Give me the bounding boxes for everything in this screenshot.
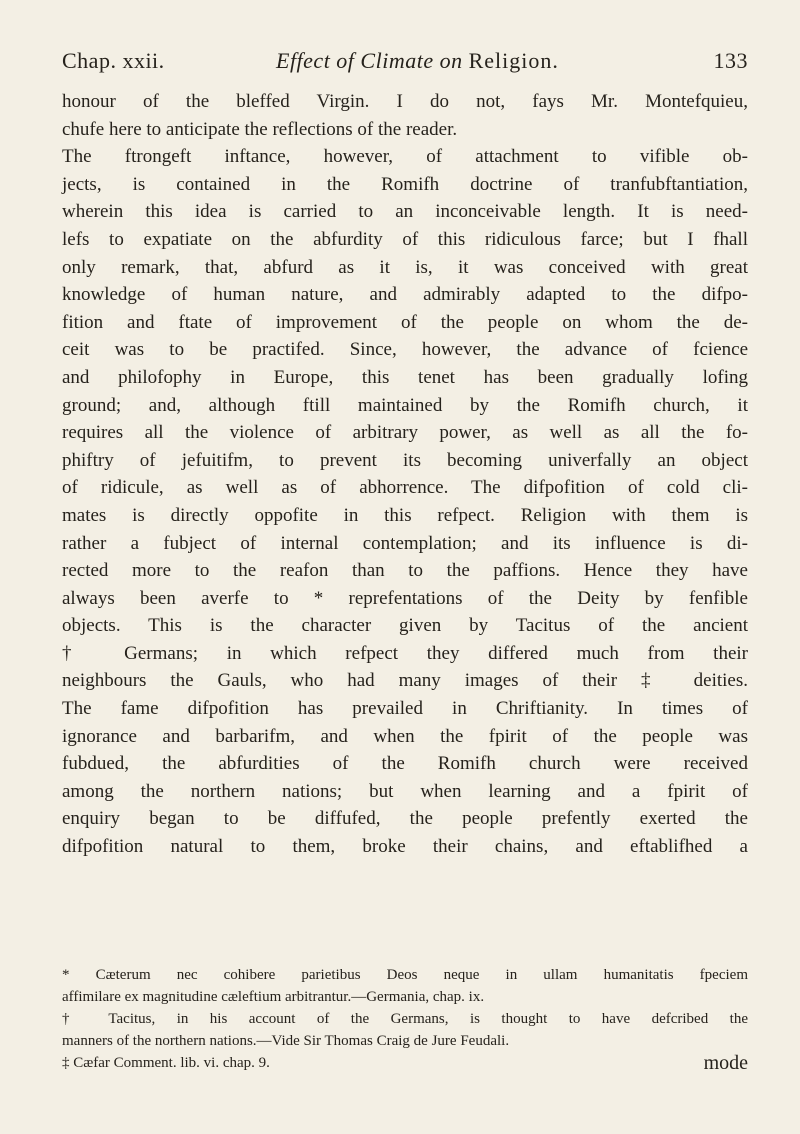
- body-line: difpofition natural to them, broke their chains, and eftablifhed a: [62, 836, 748, 858]
- body-line: mates is directly oppofite in this refpect. Religion with them is: [62, 504, 748, 526]
- body-line: fubdued, the abfurdities of the Romifh church were received: [62, 753, 748, 775]
- body-line: chufe here to anticipate the reflections of the reader.: [62, 118, 458, 140]
- body-line: ground; and, although ftill maintained by the Romifh church, it: [62, 394, 748, 416]
- body-line: phiftry of jefuitifm, to prevent its becoming univerfally an object: [62, 449, 748, 471]
- body-line: lefs to expatiate on the abfurdity of this ridiculous farce; but I fhall: [62, 228, 748, 250]
- body-line: neighbours the Gauls, who had many images of their ‡ deities.: [62, 670, 748, 692]
- body-line: requires all the violence of arbitrary power, as well as all the fo-: [62, 422, 748, 444]
- footnote-line: manners of the northern nations.—Vide Sir Thomas Craig de Jure Feudali.: [62, 1033, 510, 1049]
- footnote-line: ‡ Cæfar Comment. lib. vi. chap. 9.: [62, 1055, 270, 1071]
- body-line: wherein this idea is carried to an inconceivable length. It is need-: [62, 201, 748, 223]
- running-header: [62, 48, 748, 82]
- body-line: honour of the bleffed Virgin. I do not, fays Mr. Montefquieu,: [62, 91, 748, 112]
- catchword: mode: [703, 1052, 748, 1074]
- footnotes: [62, 964, 748, 1074]
- body-line: enquiry began to be diffufed, the people prefently exerted the: [62, 808, 748, 830]
- body-line: of ridicule, as well as of abhorrence. The difpofition of cold cli-: [62, 477, 748, 499]
- body-line: ignorance and barbarifm, and when the fpirit of the people was: [62, 725, 748, 747]
- body-line: knowledge of human nature, and admirably adapted to the difpo-: [62, 284, 748, 306]
- chapter-label: Chap. xxii.: [62, 48, 165, 73]
- body-line: rected more to the reafon than to the paffions. Hence they have: [62, 560, 748, 582]
- body-line: rather a fubject of internal contemplation; and its influence is di-: [62, 532, 748, 554]
- footnote-line: affimilare ex magnitudine cæleftium arbitrantur.—Germania, chap. ix.: [62, 989, 485, 1005]
- body-line: only remark, that, abfurd as it is, it was conceived with great: [62, 256, 748, 278]
- footnote-line: † Tacitus, in his account of the Germans, is thought to have defcribed the: [62, 1011, 748, 1027]
- body-line: among the northern nations; but when learning and a fpirit of: [62, 780, 748, 802]
- body-line: ceit was to be practifed. Since, however, the advance of fcience: [62, 339, 748, 361]
- body-line: † Germans; in which refpect they differed much from their: [62, 642, 748, 664]
- running-title-italic: Effect of Climate on: [276, 48, 463, 73]
- body-line: and philofophy in Europe, this tenet has been gradually lofing: [62, 366, 748, 388]
- page-number: 133: [713, 48, 748, 73]
- body-line: jects, is contained in the Romifh doctrine of tranfubftantiation,: [62, 173, 748, 195]
- body-line: always been averfe to * reprefentations of the Deity by fenfible: [62, 587, 748, 609]
- body-line: objects. This is the character given by Tacitus of the ancient: [62, 615, 748, 637]
- body-line: The ftrongeft inftance, however, of attachment to vifible ob-: [62, 146, 748, 168]
- body-line: The fame difpofition has prevailed in Chriftianity. In times of: [62, 698, 748, 720]
- body-text: [62, 88, 748, 861]
- running-title: [276, 48, 559, 74]
- body-line: fition and ftate of improvement of the people on whom the de-: [62, 311, 748, 333]
- running-title-smallcaps: Religion.: [468, 48, 559, 73]
- footnote-line: * Cæterum nec cohibere parietibus Deos neque in ullam humanitatis fpeciem: [62, 967, 748, 983]
